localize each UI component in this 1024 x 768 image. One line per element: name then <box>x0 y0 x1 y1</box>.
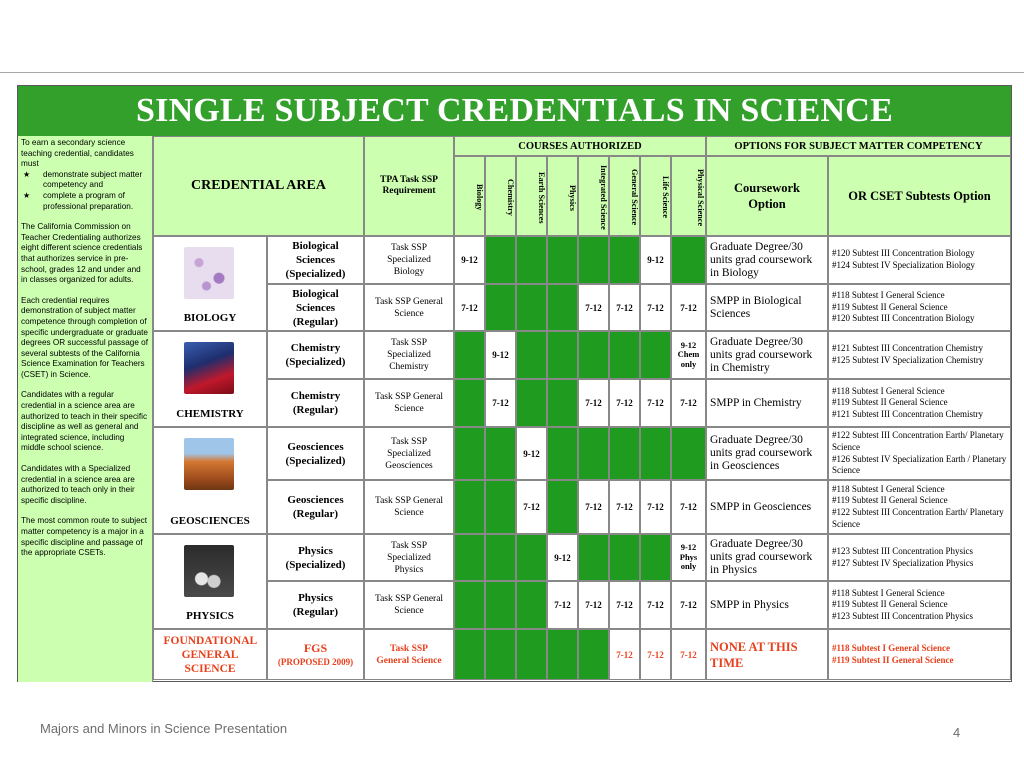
course-cell <box>485 480 516 534</box>
course-cell <box>454 379 485 427</box>
credential-name: Geosciences (Specialized) <box>267 427 364 480</box>
course-cell: 7-12 <box>671 629 706 680</box>
course-cell <box>578 236 609 284</box>
coursework-option: Graduate Degree/30 units grad coursework in Biology <box>706 236 828 284</box>
intro-p3: Each credential requires demonstration of subject matter competence through completion of specific undergraduate or graduate degrees OR successful passage of several subtests of the California Science Examination for Teachers (CSET) in Science. <box>21 295 148 379</box>
course-cell <box>454 331 485 379</box>
coursework-option: NONE AT THIS TIME <box>706 629 828 680</box>
course-cell: 7-12 <box>671 379 706 427</box>
area-label: CHEMISTRY <box>176 408 244 420</box>
intro-bullets <box>21 170 149 212</box>
course-column-header: Chemistry <box>485 156 516 236</box>
course-cell <box>485 581 516 629</box>
course-cell <box>454 534 485 581</box>
course-cell: 7-12 <box>547 581 578 629</box>
tpa-requirement: Task SSP Specialized Biology <box>364 236 454 284</box>
cset-option: #118 Subtest I General Science #119 Subtest II General Science #123 Subtest III Concentration Physics <box>828 581 1011 629</box>
course-cell <box>640 534 671 581</box>
course-column-header: Physical Science <box>671 156 706 236</box>
course-cell: 7-12 <box>640 284 671 331</box>
cset-option: #123 Subtest III Concentration Physics #127 Subtest IV Specialization Physics <box>828 534 1011 581</box>
course-cell: 9-12 <box>454 236 485 284</box>
area-image <box>184 247 234 299</box>
course-cell <box>578 534 609 581</box>
course-cell: 7-12 <box>578 284 609 331</box>
course-cell <box>578 331 609 379</box>
course-cell <box>671 236 706 284</box>
course-cell: 7-12 <box>609 379 640 427</box>
area-label: FOUNDATIONAL GENERAL SCIENCE <box>163 634 258 675</box>
course-cell: 7-12 <box>640 581 671 629</box>
course-cell <box>640 331 671 379</box>
area-label: BIOLOGY <box>183 312 237 324</box>
course-cell <box>485 629 516 680</box>
course-cell <box>516 629 547 680</box>
course-cell <box>516 331 547 379</box>
course-cell <box>516 581 547 629</box>
course-cell: 9-12 <box>547 534 578 581</box>
course-cell <box>454 427 485 480</box>
tpa-requirement: Task SSP General Science <box>364 581 454 629</box>
course-cell <box>547 379 578 427</box>
area-image <box>184 545 234 597</box>
course-cell: 9-12 Phys only <box>671 534 706 581</box>
course-cell <box>609 331 640 379</box>
coursework-option: SMPP in Biological Sciences <box>706 284 828 331</box>
tpa-requirement: Task SSP General Science <box>364 629 454 680</box>
course-cell: 7-12 <box>671 284 706 331</box>
cset-option: #122 Subtest III Concentration Earth/ Planetary Science #126 Subtest IV Specialization Earth / Planetary Science <box>828 427 1011 480</box>
course-cell: 7-12 <box>454 284 485 331</box>
cset-option: #118 Subtest I General Science #119 Subtest II General Science #121 Subtest III Concentration Chemistry <box>828 379 1011 427</box>
credential-name: Physics (Specialized) <box>267 534 364 581</box>
course-column-header: General Science <box>609 156 640 236</box>
credential-area-block <box>153 534 267 629</box>
table-title: SINGLE SUBJECT CREDENTIALS IN SCIENCE <box>18 86 1011 136</box>
area-image <box>184 342 234 394</box>
course-cell <box>485 534 516 581</box>
course-cell <box>578 427 609 480</box>
cset-option-header: OR CSET Subtests Option <box>828 156 1011 236</box>
credential-name: Biological Sciences (Regular) <box>267 284 364 331</box>
credential-name: Biological Sciences (Specialized) <box>267 236 364 284</box>
intro-p4: Candidates with a regular credential in a science area are authorized to teach in their specific discipline as well as general and integrated science, including middle school science. <box>21 390 148 453</box>
tpa-header: TPA Task SSP Requirement <box>364 136 454 236</box>
top-divider <box>0 72 1024 73</box>
cset-option: #121 Subtest III Concentration Chemistry #125 Subtest IV Specialization Chemistry <box>828 331 1011 379</box>
course-cell <box>516 379 547 427</box>
course-cell <box>547 427 578 480</box>
cset-option: #118 Subtest I General Science #119 Subtest II General Science #122 Subtest III Concentration Earth/ Planetary Science <box>828 480 1011 534</box>
credential-name: Geosciences (Regular) <box>267 480 364 534</box>
intro-p1: To earn a secondary science teaching credential, candidates must <box>21 138 134 169</box>
tpa-requirement: Task SSP General Science <box>364 284 454 331</box>
course-cell <box>640 427 671 480</box>
credential-name <box>267 629 364 680</box>
intro-p2: The California Commission on Teacher Credentialing authorizes eight different science credentials that authorizes service in pre-school, grades 12 and under and in classes organized for adults. <box>21 222 143 285</box>
tpa-requirement: Task SSP General Science <box>364 379 454 427</box>
credential-area-block <box>153 427 267 534</box>
coursework-option: Graduate Degree/30 units grad coursework in Chemistry <box>706 331 828 379</box>
course-cell <box>454 581 485 629</box>
course-cell <box>547 331 578 379</box>
intro-bullet: ★ complete a program of professional preparation. <box>21 191 149 212</box>
course-cell: 7-12 <box>640 480 671 534</box>
course-cell: 7-12 <box>609 480 640 534</box>
tpa-requirement: Task SSP Specialized Physics <box>364 534 454 581</box>
course-cell: 9-12 Chem only <box>671 331 706 379</box>
course-cell: 7-12 <box>485 379 516 427</box>
course-cell <box>609 236 640 284</box>
coursework-option: Graduate Degree/30 units grad coursework in Physics <box>706 534 828 581</box>
coursework-option: SMPP in Geosciences <box>706 480 828 534</box>
course-cell <box>609 534 640 581</box>
course-cell <box>485 236 516 284</box>
course-cell <box>454 480 485 534</box>
intro-p5: Candidates with a Specialized credential in a science area are authorized to teach only in their specific discipline. <box>21 464 135 505</box>
credential-name: Chemistry (Specialized) <box>267 331 364 379</box>
course-cell: 7-12 <box>516 480 547 534</box>
course-cell: 7-12 <box>609 284 640 331</box>
course-cell: 9-12 <box>485 331 516 379</box>
course-cell: 7-12 <box>671 581 706 629</box>
course-cell <box>516 534 547 581</box>
course-cell <box>578 629 609 680</box>
course-cell <box>547 480 578 534</box>
course-cell: 7-12 <box>578 480 609 534</box>
course-cell: 9-12 <box>640 236 671 284</box>
course-cell: 9-12 <box>516 427 547 480</box>
course-cell: 7-12 <box>640 629 671 680</box>
course-column-header: Integrated Science <box>578 156 609 236</box>
course-cell: 7-12 <box>640 379 671 427</box>
footer-title: Majors and Minors in Science Presentation <box>40 721 288 736</box>
course-cell: 7-12 <box>609 629 640 680</box>
course-cell <box>547 629 578 680</box>
cset-option: #118 Subtest I General Science #119 Subtest II General Science <box>828 629 1011 680</box>
course-column-header: Physics <box>547 156 578 236</box>
fgs-name: FGS <box>303 640 328 655</box>
coursework-option: Graduate Degree/30 units grad coursework in Geosciences <box>706 427 828 480</box>
course-column-header: Life Science <box>640 156 671 236</box>
tpa-requirement: Task SSP Specialized Chemistry <box>364 331 454 379</box>
coursework-option-header: Coursework Option <box>706 156 828 236</box>
credential-area-block <box>153 236 267 331</box>
credential-name: Physics (Regular) <box>267 581 364 629</box>
area-label: GEOSCIENCES <box>170 515 250 527</box>
course-cell: 7-12 <box>671 480 706 534</box>
course-cell <box>485 427 516 480</box>
options-header: OPTIONS FOR SUBJECT MATTER COMPETENCY <box>706 136 1011 156</box>
tpa-requirement: Task SSP Specialized Geosciences <box>364 427 454 480</box>
tpa-requirement: Task SSP General Science <box>364 480 454 534</box>
coursework-option: SMPP in Physics <box>706 581 828 629</box>
course-cell <box>485 284 516 331</box>
credential-area-block <box>153 629 267 680</box>
credentials-table <box>17 85 1012 682</box>
cset-option: #120 Subtest III Concentration Biology #124 Subtest IV Specialization Biology <box>828 236 1011 284</box>
course-cell <box>516 236 547 284</box>
course-cell <box>454 629 485 680</box>
credential-area-header: CREDENTIAL AREA <box>153 136 364 236</box>
course-cell <box>671 427 706 480</box>
fgs-proposed: (PROPOSED 2009) <box>277 656 354 667</box>
intro-text <box>18 136 153 682</box>
area-image <box>184 438 234 490</box>
course-cell <box>547 236 578 284</box>
course-cell <box>516 284 547 331</box>
course-cell: 7-12 <box>609 581 640 629</box>
credential-name: Chemistry (Regular) <box>267 379 364 427</box>
credential-area-block <box>153 331 267 427</box>
coursework-option: SMPP in Chemistry <box>706 379 828 427</box>
intro-bullet: ★ demonstrate subject matter competency and <box>21 170 149 191</box>
course-cell <box>609 427 640 480</box>
course-column-header: Biology <box>454 156 485 236</box>
intro-p6: The most common route to subject matter competency is a major in a specific discipline and passage of the appropriate CSETs. <box>21 516 148 558</box>
course-column-header: Earth Sciences <box>516 156 547 236</box>
page-number: 4 <box>953 725 961 740</box>
course-cell: 7-12 <box>578 379 609 427</box>
cset-option: #118 Subtest I General Science #119 Subtest II General Science #120 Subtest III Concentration Biology <box>828 284 1011 331</box>
course-cell <box>547 284 578 331</box>
area-label: PHYSICS <box>186 610 234 622</box>
course-cell: 7-12 <box>578 581 609 629</box>
courses-authorized-header: COURSES AUTHORIZED <box>454 136 706 156</box>
